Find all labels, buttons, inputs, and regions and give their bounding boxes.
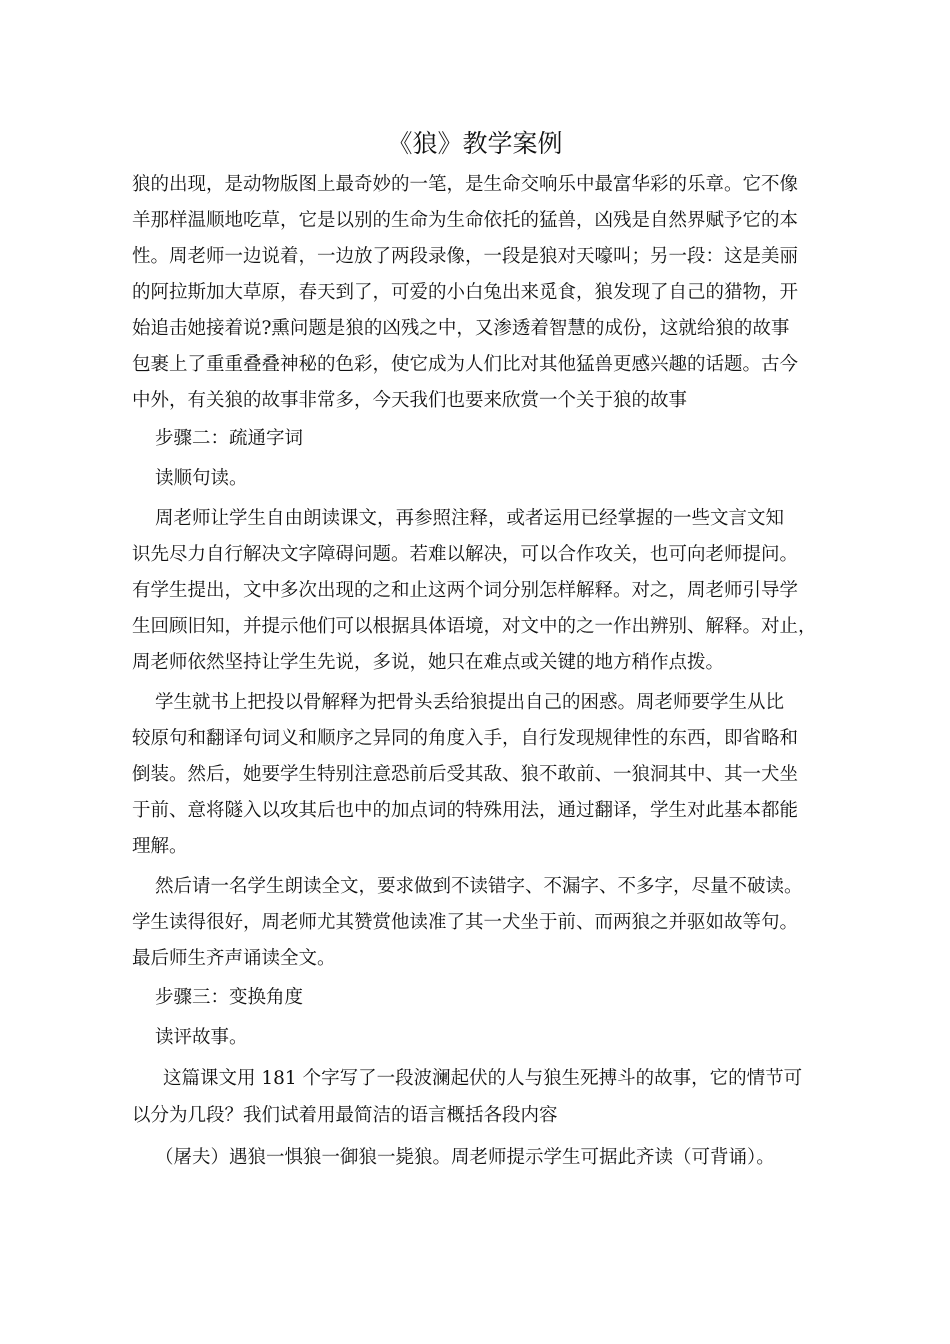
paragraph-line: 读评故事。 (155, 1027, 248, 1048)
paragraph-line: 始追击她接着说?熏问题是狼的凶残之中，又渗透着智慧的成份，这就给狼的故事 (132, 318, 790, 339)
paragraph-line: 理解。 (132, 836, 188, 857)
paragraph-line: 倒装。然后，她要学生特别注意恐前后受其敌、狼不敢前、一狼洞其中、其一犬坐 (132, 764, 799, 785)
paragraph-line: 的阿拉斯加大草原，春天到了，可爱的小白兔出来觅食，狼发现了自己的猎物，开 (132, 282, 799, 303)
paragraph-line: 学生就书上把投以骨解释为把骨头丢给狼提出自己的困惑。周老师要学生从比 (155, 692, 785, 713)
paragraph-line: 最后师生齐声诵读全文。 (132, 948, 336, 969)
paragraph-line: 识先尽力自行解决文字障碍问题。若难以解决，可以合作攻关，也可向老师提问。 (132, 544, 799, 565)
document-title: 《狼》教学案例 (387, 129, 563, 158)
section-heading: 步骤三：变换角度 (155, 987, 304, 1008)
paragraph-line: 然后请一名学生朗读全文，要求做到不读错字、不漏字、不多字，尽量不破读。 (155, 876, 803, 897)
section-heading: 步骤二：疏通字词 (155, 428, 304, 449)
paragraph-line: 这篇课文用 181 个字写了一段波澜起伏的人与狼生死搏斗的故事，它的情节可 (163, 1068, 803, 1089)
paragraph-line: （屠夫）遇狼一惧狼一御狼一毙狼。周老师提示学生可据此齐读（可背诵）。 (155, 1147, 775, 1168)
paragraph-line: 狼的出现，是动物版图上最奇妙的一笔，是生命交响乐中最富华彩的乐章。它不像 (132, 174, 799, 195)
paragraph-line: 性。周老师一边说着，一边放了两段录像，一段是狼对天嚎叫；另一段：这是美丽 (132, 246, 799, 267)
paragraph-line: 读顺句读。 (155, 468, 248, 489)
paragraph-line: 羊那样温顺地吃草，它是以别的生命为生命依托的猛兽，凶残是自然界赋予它的本 (132, 210, 799, 231)
paragraph-line: 周老师依然坚持让学生先说，多说，她只在难点或关键的地方稍作点拨。 (132, 652, 725, 673)
paragraph-line: 生回顾旧知，并提示他们可以根据具体语境，对文中的之一作出辨别、解释。对止， (132, 616, 817, 637)
paragraph-line: 以分为几段？我们试着用最简洁的语言概括各段内容 (132, 1105, 558, 1126)
paragraph-line: 包裹上了重重叠叠神秘的色彩，使它成为人们比对其他猛兽更感兴趣的话题。古今 (132, 354, 799, 375)
paragraph-line: 较原句和翻译句词义和顺序之异同的角度入手，自行发现规律性的东西，即省略和 (132, 728, 799, 749)
paragraph-line: 周老师让学生自由朗读课文，再参照注释，或者运用已经掌握的一些文言文知 (155, 508, 785, 529)
paragraph-line: 中外，有关狼的故事非常多，今天我们也要来欣赏一个关于狼的故事 (132, 390, 688, 411)
paragraph-line: 有学生提出，文中多次出现的之和止这两个词分别怎样解释。对之，周老师引导学 (132, 580, 799, 601)
paragraph-line: 于前、意将隧入以攻其后也中的加点词的特殊用法，通过翻译，学生对此基本都能 (132, 800, 799, 821)
paragraph-line: 学生读得很好，周老师尤其赞赏他读准了其一犬坐于前、而两狼之并驱如故等句。 (132, 912, 799, 933)
